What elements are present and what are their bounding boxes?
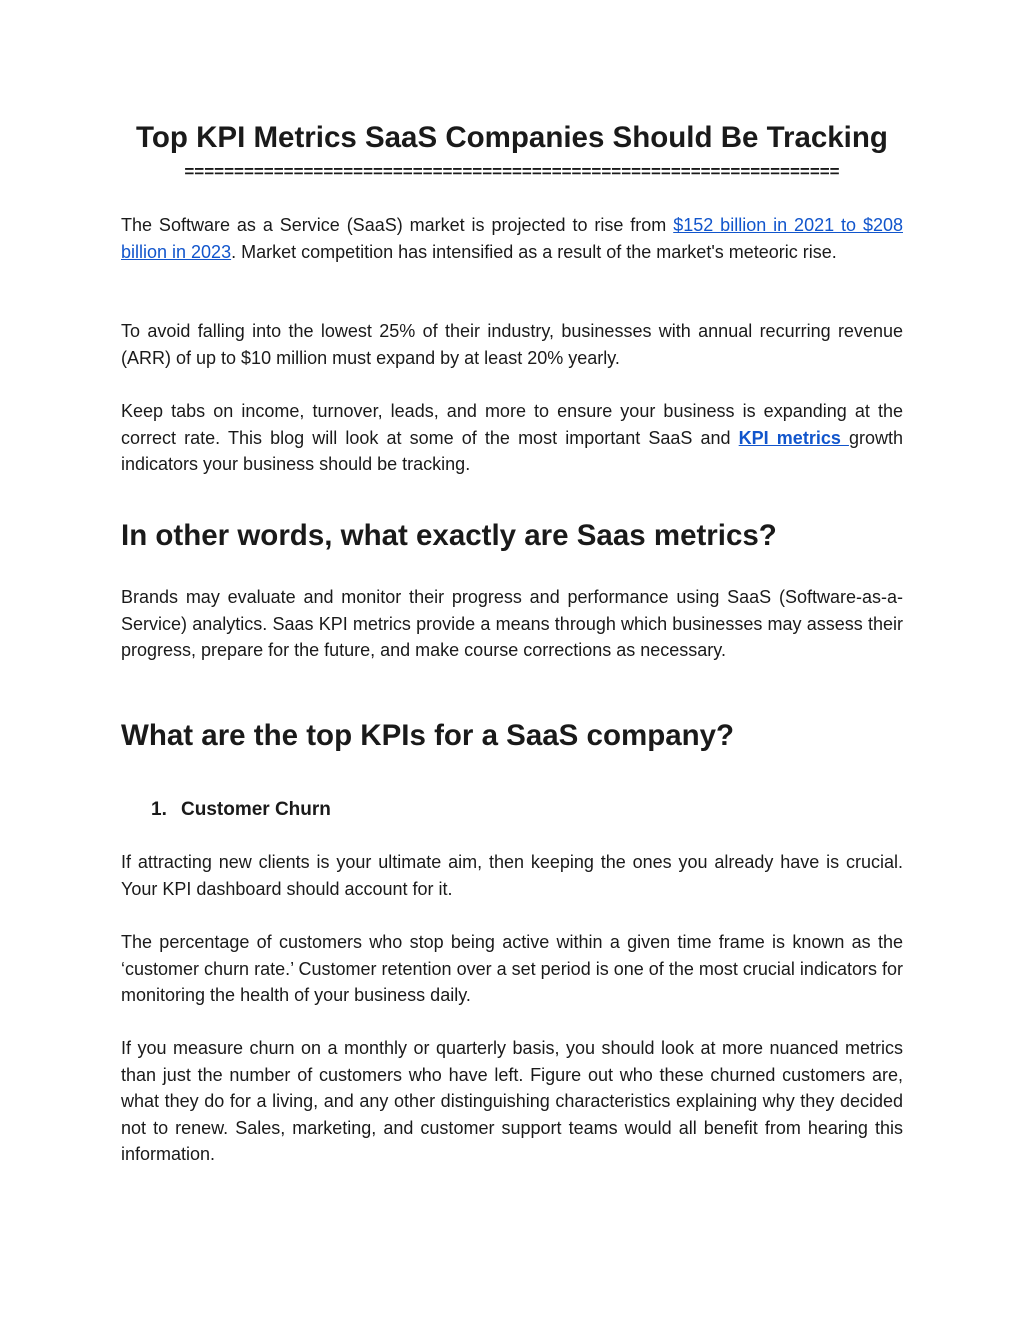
- title-underline-rule: ==================================================================: [184, 162, 840, 181]
- market-size-link[interactable]: $152 billion in 2021 to $208 billion in 2023: [121, 215, 903, 262]
- intro-p1-text-after: . Market competition has intensified as a result of the market's meteoric rise.: [231, 241, 837, 262]
- intro-paragraph-3: [121, 398, 903, 478]
- intro-paragraph-1: [121, 212, 903, 265]
- section1-paragraph-1: Brands may evaluate and monitor their progress and performance using SaaS (Software-as-a-Service) analytics. Saas KPI metrics provide a means through which businesses may assess their progress, prepare for the future, and make course corrections as necessary.: [121, 587, 903, 660]
- kpi-metrics-link[interactable]: KPI metrics: [738, 427, 849, 448]
- section2-paragraph-2: The percentage of customers who stop being active within a given time frame is known as the ‘customer churn rate.’ Customer retention over a set period is one of the most crucial indicators for monitoring the health of your business daily.: [121, 932, 903, 1005]
- intro-paragraph-2: To avoid falling into the lowest 25% of their industry, businesses with annual recurring revenue (ARR) of up to $10 million must expand by at least 20% yearly.: [121, 321, 903, 368]
- section2-paragraph-3: If you measure churn on a monthly or quarterly basis, you should look at more nuanced metrics than just the number of customers who have left. Figure out who these churned customers are, what they do for a living, and any other distinguishing characteristics explaining why they decided not to renew. Sales, marketing, and customer support teams would all benefit from hearing this information.: [121, 1038, 903, 1164]
- intro-p3-text-before: Keep tabs on income, turnover, leads, and more to ensure your business is expanding at the correct rate. This blog will look at some of the most important SaaS and: [121, 401, 903, 448]
- section-heading-top-kpis: What are the top KPIs for a SaaS company?: [121, 719, 735, 752]
- list-item-customer-churn: [151, 797, 331, 823]
- list-item-number: 1.: [151, 799, 167, 820]
- intro-p3-text-after: growth indicators your business should be tracking.: [121, 427, 903, 474]
- section2-paragraph-1: If attracting new clients is your ultimate aim, then keeping the ones you already have is crucial. Your KPI dashboard should account for it.: [121, 852, 903, 899]
- list-item-label: Customer Churn: [181, 799, 331, 820]
- document-title: Top KPI Metrics SaaS Companies Should Be Tracking: [136, 121, 888, 154]
- section-heading-saas-metrics: In other words, what exactly are Saas metrics?: [121, 519, 777, 552]
- intro-p1-text-before: The Software as a Service (SaaS) market is projected to rise from: [121, 215, 674, 235]
